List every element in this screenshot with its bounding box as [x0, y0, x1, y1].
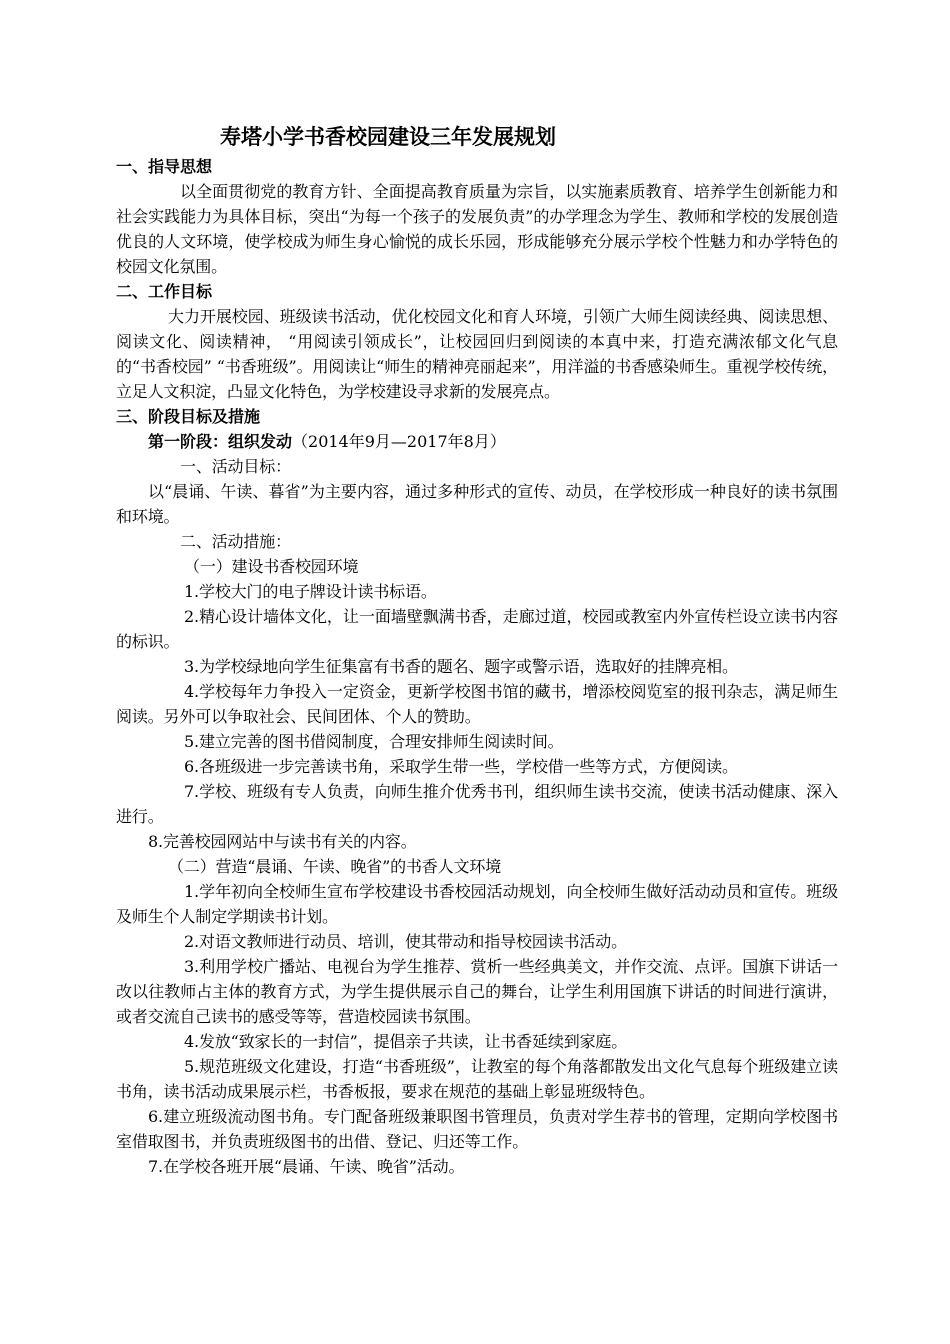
list-item: 2.对语文教师进行动员、培训，使其带动和指导校园读书活动。 — [184, 932, 627, 951]
paragraph-work-goals: 大力开展校园、班级读书活动，优化校园文化和育人环境，引领广大师生阅读经典、阅读思想、阅读文化、阅读精神， “用阅读引领成长”，让校园回归到阅读的本真中来，打造充满浓郁文化气息的“书香校园” “书香班级”。用阅读让“师生的精神亮丽起来”，用洋溢的书香感染师生。重视学校传统，立足人文积淀，凸显文化特色，为学校建设寻求新的发展亮点。 — [116, 307, 838, 401]
list-item: 5.规范班级文化建设，打造“书香班级”，让教室的每个角落都散发出文化气息每个班级建立读书角，读书活动成果展示栏，书香板报，要求在规范的基础上彰显班级特色。 — [116, 1057, 838, 1101]
activity-goal-heading: 一、活动目标： — [180, 457, 291, 476]
list-item: 6.建立班级流动图书角。专门配备班级兼职图书管理员，负责对学生荐书的管理，定期向学校图书室借取图书，并负责班级图书的出借、登记、归还等工作。 — [116, 1107, 838, 1151]
subsection-heading-humanistic-environment: （二）营造“晨诵、午读、晚省”的书香人文环境 — [168, 857, 502, 876]
phase-heading — [116, 429, 838, 454]
list-item: 6.各班级进一步完善读书角，采取学生带一些，学校借一些等方式，方便阅读。 — [184, 757, 738, 776]
paragraph-guiding-ideology: 以全面贯彻党的教育方针、全面提高教育质量为宗旨，以实施素质教育、培养学生创新能力和社会实践能力为具体目标，突出“为每一个孩子的发展负责”的办学理念为学生、教师和学校的发展创造优良的人文环境，使学校成为师生身心愉悦的成长乐园，形成能够充分展示学校个性魅力和办学特色的校园文化氛围。 — [116, 182, 838, 276]
list-item: 4.学校每年力争投入一定资金，更新学校图书馆的藏书，增添校阅览室的报刊杂志，满足师生阅读。另外可以争取社会、民间团体、个人的赞助。 — [116, 682, 838, 726]
list-item: 7.学校、班级有专人负责，向师生推介优秀书刊，组织师生读书交流，使读书活动健康、深入进行。 — [116, 782, 838, 826]
document-page — [116, 120, 838, 1179]
list-item: 3.利用学校广播站、电视台为学生推荐、赏析一些经典美文，并作交流、点评。国旗下讲话一改以往教师占主体的教育方式，为学生提供展示自己的舞台，让学生利用国旗下讲话的时间进行演讲，或者交流自己读书的感受等等，营造校园读书氛围。 — [116, 957, 838, 1026]
subsection-heading-campus-environment: （一）建设书香校园环境 — [184, 557, 359, 576]
phase-dates: （2014年9月—2017年8月） — [292, 432, 506, 451]
list-item: 1.学年初向全校师生宣布学校建设书香校园活动规划，向全校师生做好活动动员和宣传。班级及师生个人制定学期读书计划。 — [116, 882, 838, 926]
section-heading-guiding-ideology: 一、指导思想 — [116, 157, 213, 176]
phase-label: 第一阶段：组织发动 — [148, 432, 293, 451]
section-heading-work-goals: 二、工作目标 — [116, 282, 213, 301]
list-item: 1.学校大门的电子牌设计读书标语。 — [184, 582, 437, 601]
section-heading-stage-goals: 三、阶段目标及措施 — [116, 407, 261, 426]
activity-goal-paragraph: 以“晨诵、午读、暮省”为主要内容，通过多种形式的宣传、动员，在学校形成一种良好的读书氛围和环境。 — [116, 482, 838, 526]
list-item: 8.完善校园网站中与读书有关的内容。 — [148, 832, 417, 851]
list-item: 2.精心设计墙体文化，让一面墙壁飘满书香，走廊过道，校园或教室内外宣传栏设立读书内容的标识。 — [116, 607, 838, 651]
document-title: 寿塔小学书香校园建设三年发展规划 — [220, 125, 556, 149]
activity-measures-heading: 二、活动措施： — [180, 532, 291, 551]
list-item: 4.发放“致家长的一封信”，提倡亲子共读，让书香延续到家庭。 — [184, 1032, 628, 1051]
list-item: 7.在学校各班开展“晨诵、午读、晚省”活动。 — [148, 1157, 465, 1176]
list-item: 5.建立完善的图书借阅制度，合理安排师生阅读时间。 — [184, 732, 564, 751]
list-item: 3.为学校绿地向学生征集富有书香的题名、题字或警示语，选取好的挂牌亮相。 — [184, 657, 738, 676]
